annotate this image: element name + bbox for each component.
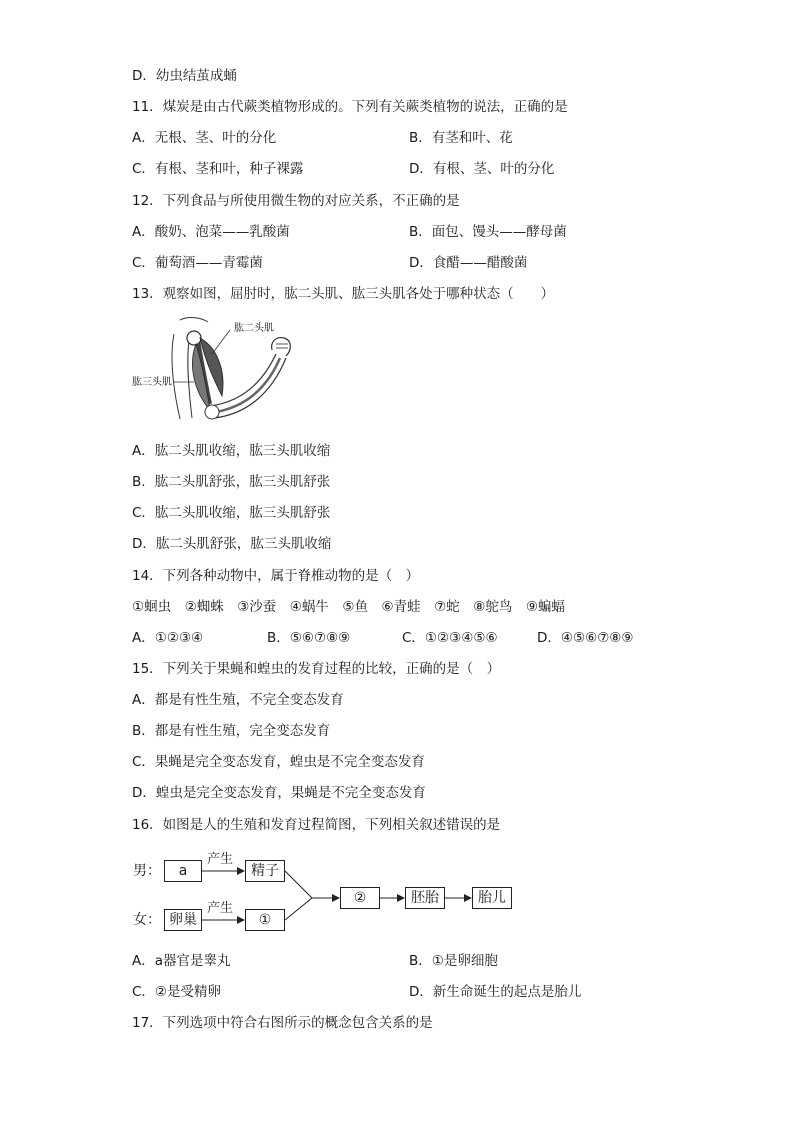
q13-option-d: D．肱二头肌舒张，肱三头肌收缩 xyxy=(132,536,332,552)
q13-option-a: A．肱二头肌收缩，肱三头肌收缩 xyxy=(132,443,331,459)
q12-option-b: B．面包、馒头——酵母菌 xyxy=(409,224,567,240)
q11-stem: 11．煤炭是由古代蕨类植物形成的。下列有关蕨类植物的说法，正确的是 xyxy=(132,99,568,115)
box-zygote: ② xyxy=(340,887,380,909)
q16-stem: 16．如图是人的生殖和发育过程简图，下列相关叙述错误的是 xyxy=(132,817,501,833)
q15-stem: 15．下列关于果蝇和蝗虫的发育过程的比较，正确的是（ ） xyxy=(132,661,501,677)
q13-stem: 13．观察如图，屈肘时，肱二头肌、肱三头肌各处于哪种状态（ ） xyxy=(132,286,555,302)
box-sperm: 精子 xyxy=(245,860,285,882)
triceps-label: 肱三头肌 xyxy=(132,377,172,388)
q11-option-b: B．有茎和叶、花 xyxy=(409,130,513,146)
q10-option-d: D．幼虫结茧成蛹 xyxy=(132,68,237,84)
q11-option-c: C．有根、茎和叶，种子裸露 xyxy=(132,161,304,177)
q16-option-b: B．①是卵细胞 xyxy=(409,953,498,969)
q13-option-b: B．肱二头肌舒张，肱三头肌舒张 xyxy=(132,474,331,490)
q14-option-d: D．④⑤⑥⑦⑧⑨ xyxy=(537,630,634,646)
box-egg: ① xyxy=(245,909,285,931)
q11-option-d: D．有根、茎、叶的分化 xyxy=(409,161,555,177)
produce-label-2: 产生 xyxy=(207,901,234,916)
q15-option-a: A．都是有性生殖，不完全变态发育 xyxy=(132,692,344,708)
q15-option-d: D．蝗虫是完全变态发育，果蝇是不完全变态发育 xyxy=(132,785,426,801)
box-ovary: 卵巢 xyxy=(164,909,202,931)
q13-option-c: C．肱二头肌收缩，肱三头肌舒张 xyxy=(132,505,331,521)
q14-stem: 14．下列各种动物中，属于脊椎动物的是（ ） xyxy=(132,568,420,584)
q11-option-a: A．无根、茎、叶的分化 xyxy=(132,130,277,146)
q15-option-b: B．都是有性生殖，完全变态发育 xyxy=(132,723,331,739)
q12-option-a: A．酸奶、泡菜——乳酸菌 xyxy=(132,224,290,240)
q12-stem: 12．下列食品与所使用微生物的对应关系，不正确的是 xyxy=(132,193,460,209)
male-label: 男： xyxy=(133,863,161,879)
q14-option-a: A．①②③④ xyxy=(132,630,204,646)
q16-option-c: C．②是受精卵 xyxy=(132,984,222,1000)
q17-stem: 17．下列选项中符合右图所示的概念包含关系的是 xyxy=(132,1015,433,1031)
box-embryo: 胚胎 xyxy=(405,887,445,909)
q15-option-c: C．果蝇是完全变态发育，蝗虫是不完全变态发育 xyxy=(132,754,425,770)
female-label: 女： xyxy=(133,912,161,928)
q14-option-b: B．⑤⑥⑦⑧⑨ xyxy=(267,630,351,646)
box-a: a xyxy=(164,860,202,882)
produce-label-1: 产生 xyxy=(207,852,234,867)
q12-option-d: D．食醋——醋酸菌 xyxy=(409,255,528,271)
box-fetus: 胎儿 xyxy=(472,887,512,909)
q14-animal-list: ①蛔虫 ②蜘蛛 ③沙蚕 ④蜗牛 ⑤鱼 ⑥青蛙 ⑦蛇 ⑧鸵鸟 ⑨蝙蝠 xyxy=(132,599,565,615)
q12-option-c: C．葡萄酒——青霉菌 xyxy=(132,255,263,271)
q16-option-a: A．a器官是睾丸 xyxy=(132,953,231,969)
q14-option-c: C．①②③④⑤⑥ xyxy=(402,630,498,646)
q16-option-d: D．新生命诞生的起点是胎儿 xyxy=(409,984,582,1000)
biceps-label: 肱二头肌 xyxy=(234,323,274,334)
